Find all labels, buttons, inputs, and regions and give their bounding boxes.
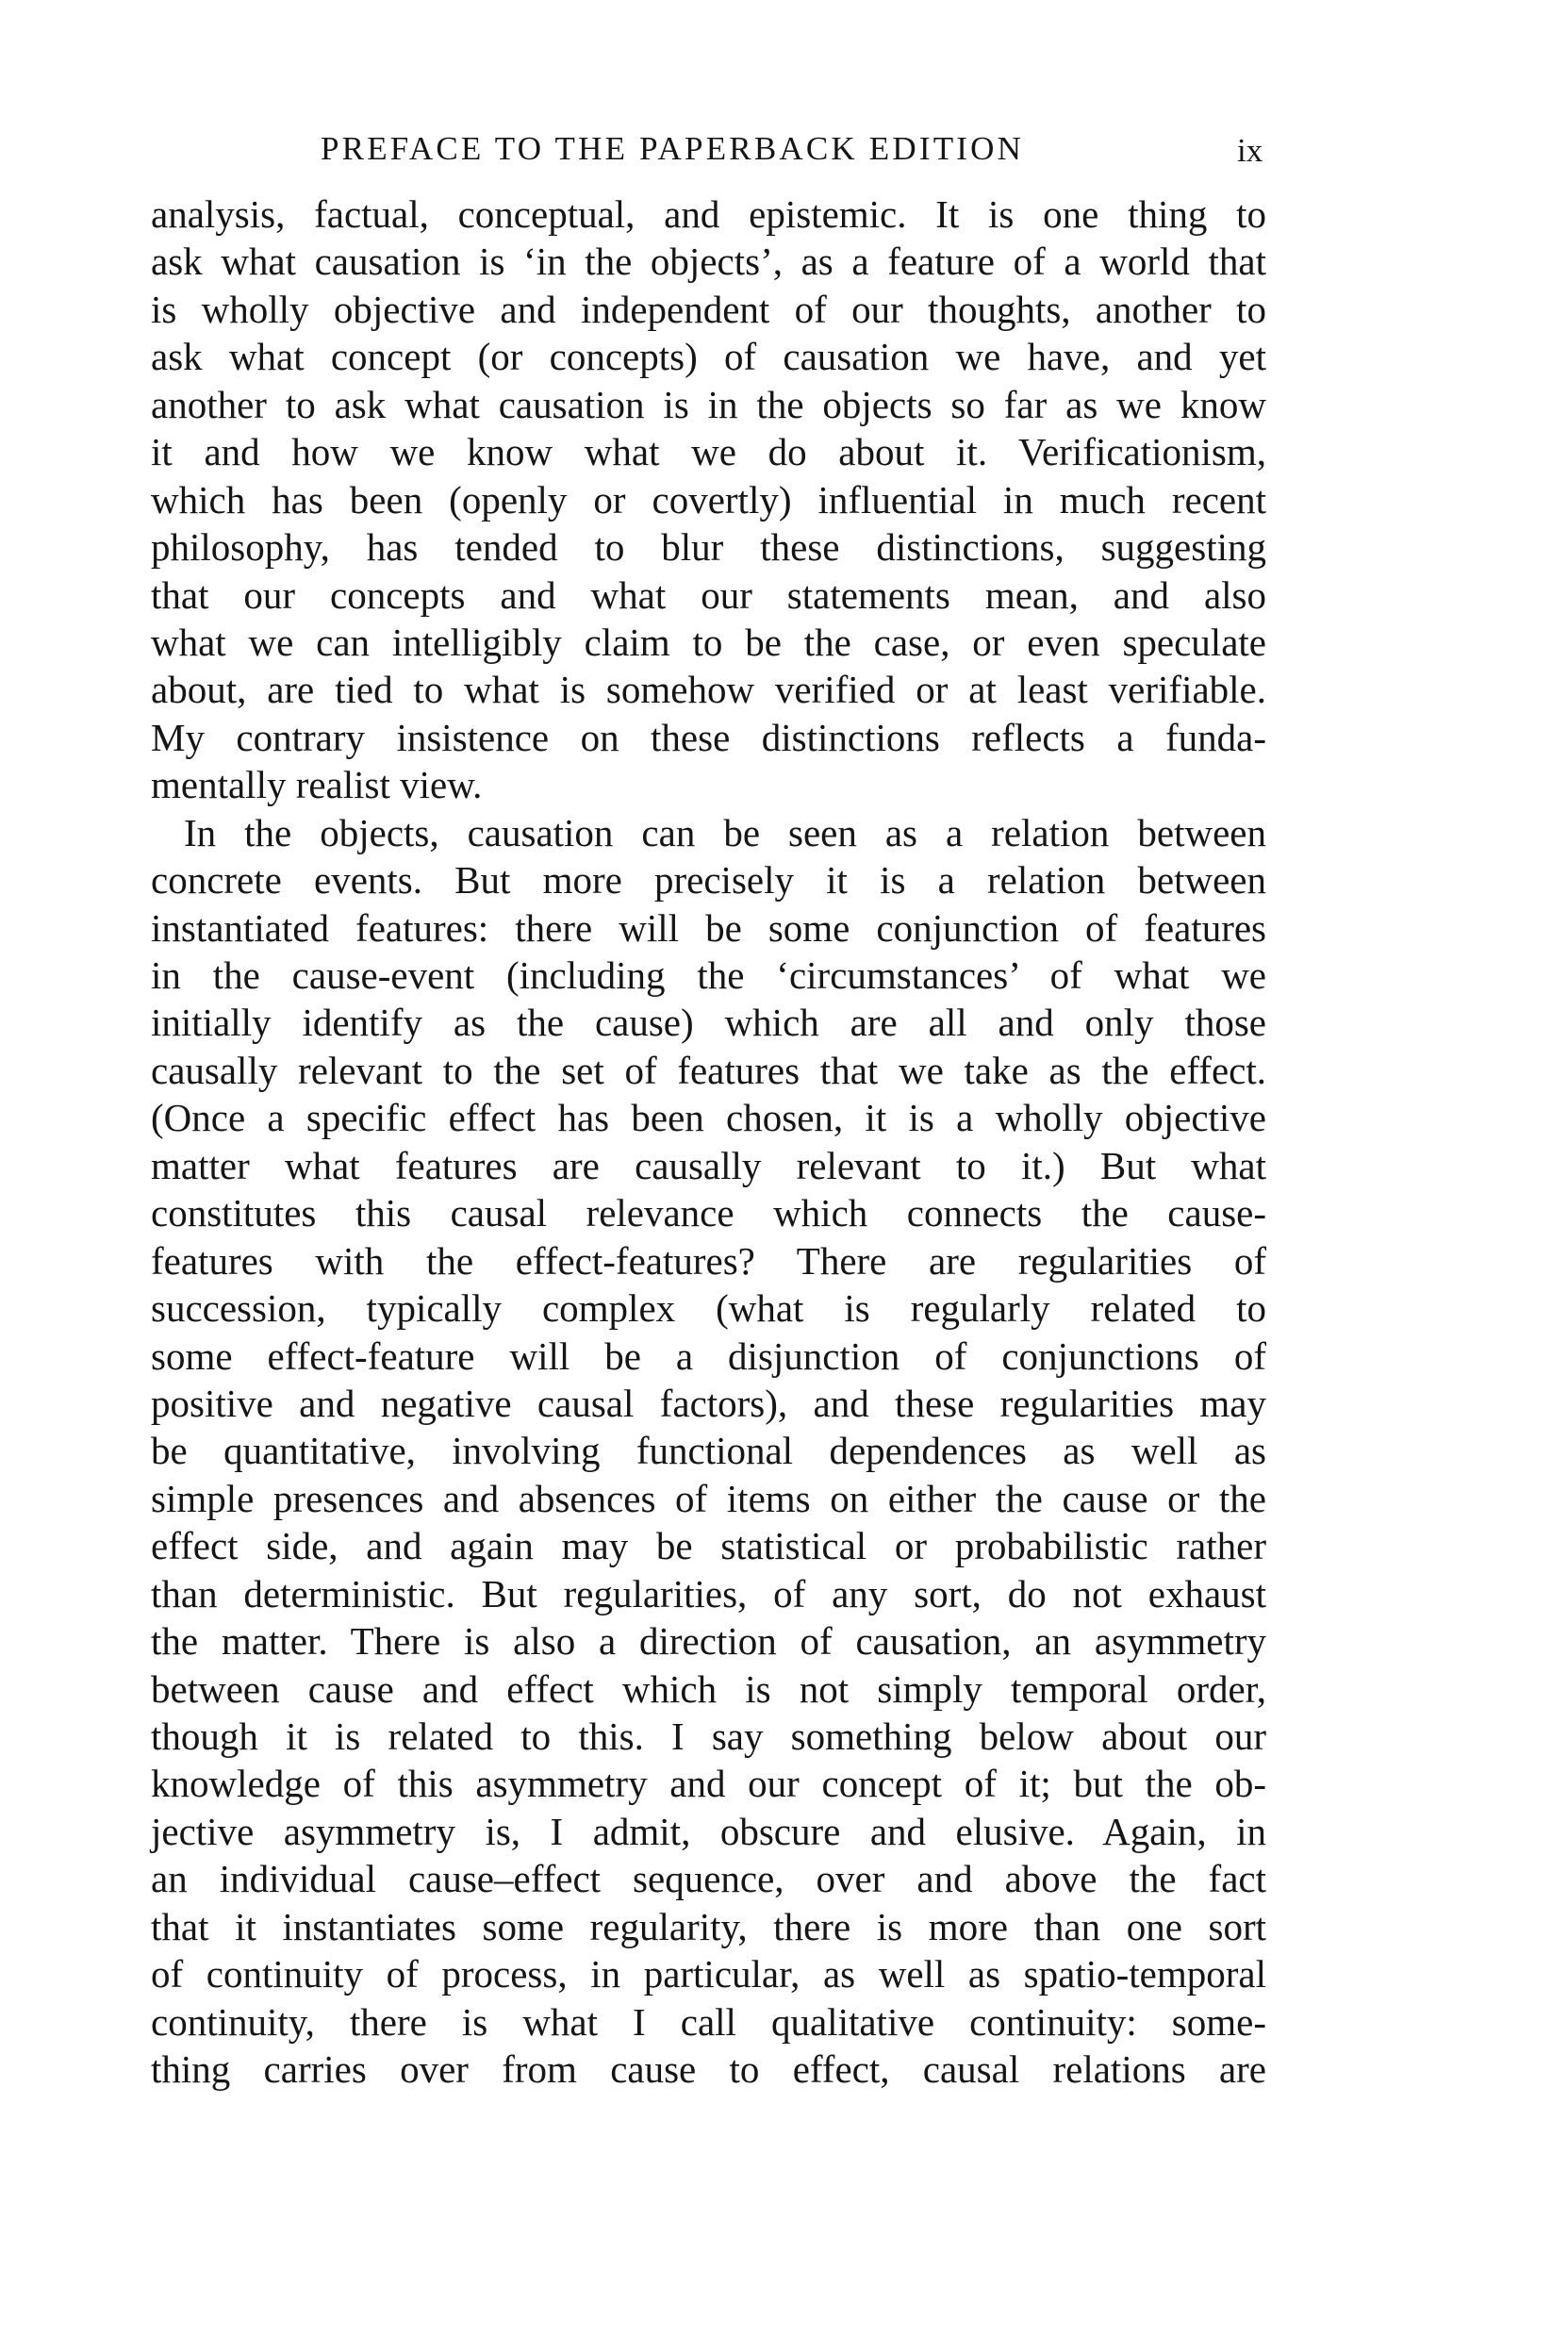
- paragraph-2: [151, 809, 1266, 2094]
- text-line: simple presences and absences of items on either the cause or the: [151, 1476, 1266, 1520]
- text-line: which has been (openly or covertly) influential in much recent: [151, 477, 1266, 522]
- text-line: of continuity of process, in particular, as well as spatio-temporal: [151, 1952, 1266, 1996]
- text-line: instantiated features: there will be some conjunction of features: [151, 905, 1266, 950]
- text-line: jective asymmetry is, I admit, obscure and elusive. Again, in: [151, 1809, 1266, 1853]
- text-line: that it instantiates some regularity, there is more than one sort: [151, 1904, 1266, 1948]
- text-line: knowledge of this asymmetry and our concept of it; but the ob-: [151, 1762, 1266, 1806]
- text-line: In the objects, causation can be seen as a relation between: [184, 810, 1266, 854]
- text-line: ask what concept (or concepts) of causation we have, and yet: [151, 335, 1266, 379]
- text-line: the matter. There is also a direction of causation, an asymmetry: [151, 1619, 1266, 1664]
- text-line: ask what causation is ‘in the objects’, as a feature of a world that: [151, 240, 1266, 284]
- text-line: some effect-feature will be a disjunction of conjunctions of: [151, 1334, 1266, 1378]
- text-line: effect side, and again may be statistical or probabilistic rather: [151, 1524, 1266, 1568]
- text-line: it and how we know what we do about it. Verificationism,: [151, 430, 1266, 474]
- text-line: than deterministic. But regularities, of any sort, do not exhaust: [151, 1571, 1266, 1615]
- paragraph-1: [151, 191, 1266, 809]
- text-line: though it is related to this. I say something below about our: [151, 1715, 1266, 1758]
- text-line: in the cause-event (including the ‘circumstances’ of what we: [151, 953, 1266, 997]
- page-number: ix: [1237, 132, 1263, 169]
- text-line: that our concepts and what our statements mean, and also: [151, 572, 1266, 617]
- text-line: be quantitative, involving functional dependences as well as: [151, 1429, 1266, 1473]
- text-line: analysis, factual, conceptual, and epistemic. It is one thing to: [151, 192, 1266, 236]
- text-line: (Once a specific effect has been chosen, it is a wholly objective: [151, 1096, 1266, 1140]
- running-head: PREFACE TO THE PAPERBACK EDITION: [321, 130, 1025, 167]
- body-text: [151, 191, 1266, 2094]
- text-line: continuity, there is what I call qualitative continuity: some-: [151, 1999, 1266, 2044]
- text-line: concrete events. But more precisely it is a relation between: [151, 858, 1266, 903]
- text-line: about, are tied to what is somehow verified or at least verifiable.: [151, 668, 1266, 712]
- text-line: is wholly objective and independent of our thoughts, another to: [151, 287, 1266, 331]
- text-line: between cause and effect which is not simply temporal order,: [151, 1666, 1266, 1711]
- text-line: My contrary insistence on these distinctions reflects a funda-: [151, 715, 1266, 759]
- text-line: matter what features are causally relevant to it.) But what: [151, 1143, 1266, 1187]
- text-line: succession, typically complex (what is regularly related to: [151, 1286, 1266, 1331]
- text-line: philosophy, has tended to blur these distinctions, suggesting: [151, 525, 1266, 570]
- text-line: positive and negative causal factors), and these regularities may: [151, 1381, 1266, 1425]
- text-line: thing carries over from cause to effect, causal relations are: [151, 2047, 1266, 2092]
- text-line: causally relevant to the set of features that we take as the effect.: [151, 1048, 1266, 1092]
- text-line: features with the effect-features? There are regularities of: [151, 1238, 1266, 1283]
- text-line: what we can intelligibly claim to be the case, or even speculate: [151, 620, 1266, 664]
- text-line: constitutes this causal relevance which connects the cause-: [151, 1191, 1266, 1235]
- text-line: mentally realist view.: [151, 763, 483, 807]
- text-line: initially identify as the cause) which are all and only those: [151, 1001, 1266, 1045]
- text-line: an individual cause–effect sequence, over and above the fact: [151, 1857, 1266, 1901]
- text-line: another to ask what causation is in the objects so far as we know: [151, 382, 1266, 426]
